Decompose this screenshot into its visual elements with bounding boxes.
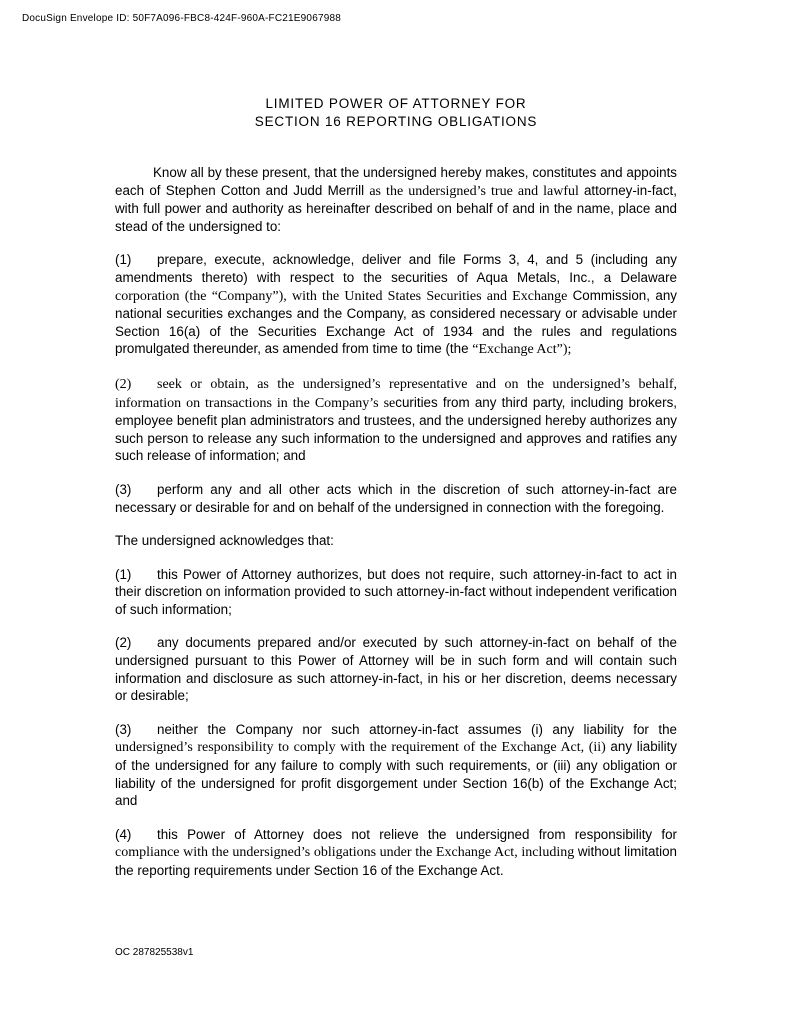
text-run: Commission, any national securities exchanges and the Company, as considered necessary or advisable under Section 16(a) of the Securities Exchange Act of 1934 and the rules and regulations promulgated thereunder, as amended from time to time (the — [115, 287, 677, 357]
text-run-serif: corporation (the “Company”), with the United States Securities and Exchange — [115, 288, 573, 304]
text-run-serif: compliance with the undersigned’s obligations under the Exchange Act, including — [115, 845, 578, 861]
document-content — [115, 95, 677, 896]
paragraph-number: (2) — [115, 635, 132, 651]
text-run-serif: seek or obtain, as the undersigned’s representative and on the undersigned’s behalf, information on transactions in the Company’s se — [115, 376, 677, 411]
text-run: this Power of Attorney does not relieve the undersigned from responsibility for — [157, 826, 677, 842]
paragraph-number: (2) — [115, 376, 132, 392]
docusign-envelope-id: DocuSign Envelope ID: 50F7A096-FBC8-424F-960A-FC21E9067988 — [22, 13, 342, 24]
text-run: any documents prepared and/or executed by such attorney-in-fact on behalf of the undersigned pursuant to this Power of Attorney will be in such form and will contain such information and disclosure as such attorney-in-fact, in his or her discretion, deems necessary or desirable; — [115, 635, 677, 704]
text-run-serif: “Exchange Act”); — [472, 342, 572, 358]
title-line-2: SECTION 16 REPORTING OBLIGATIONS — [254, 113, 538, 129]
paragraph-number: (4) — [115, 826, 132, 842]
text-run: Know all by these present, that the undersigned hereby makes, constitutes and appoints each of Stephen Cotton and Judd Merrill — [115, 165, 677, 198]
acknowledgement-heading — [115, 532, 677, 550]
text-run-serif: as the undersigned’s true and lawful — [369, 183, 584, 199]
text-run: The undersigned acknowledges that: — [115, 533, 334, 549]
acknowledgement-item-2 — [115, 634, 677, 704]
text-run-serif: undersigned’s responsibility to comply with the requirement of the Exchange Act, (ii) — [115, 740, 611, 756]
paragraph-number: (1) — [115, 252, 132, 268]
document-body — [115, 164, 677, 880]
power-item-3 — [115, 481, 677, 516]
text-run: prepare, execute, acknowledge, deliver and file Forms 3, 4, and 5 (including any amendments thereto) with respect to the securities of Aqua Metals, Inc., a Delaware — [115, 252, 677, 285]
acknowledgement-item-3 — [115, 721, 677, 810]
document-title — [115, 95, 677, 130]
intro-paragraph — [115, 164, 677, 235]
title-line-1: LIMITED POWER OF ATTORNEY FOR — [265, 96, 527, 111]
power-item-2 — [115, 375, 677, 465]
text-run: neither the Company nor such attorney-in-fact assumes (i) any liability for the — [157, 721, 677, 737]
paragraph-number: (3) — [115, 721, 132, 737]
text-run: without limitation the reporting requirements under Section 16 of the Exchange Act. — [115, 844, 677, 878]
text-run: attorney-in-fact, with full power and authority as hereinafter described on behalf of and in the name, place and stead of the undersigned to: — [115, 182, 677, 234]
text-run: this Power of Attorney authorizes, but does not require, such attorney-in-fact to act in their discretion on information provided to such attorney-in-fact without independent verification of such information; — [115, 566, 677, 617]
text-run: curities from any third party, including brokers, employee benefit plan administrators and trustees, and the undersigned hereby authorizes any such person to release any such information to the undersigned and approves and ratifies any such release of information; and — [115, 394, 677, 464]
acknowledgement-item-4 — [115, 826, 677, 880]
text-run: perform any and all other acts which in the discretion of such attorney-in-fact are necessary or desirable for and on behalf of the undersigned in connection with the foregoing. — [115, 481, 677, 515]
text-run: any liability of the undersigned for any failure to comply with such requirements, or (iii) any obligation or liability of the undersigned for profit disgorgement under Section 16(b) of the Exchange Act; and — [115, 739, 677, 809]
acknowledgement-item-1 — [115, 566, 677, 619]
paragraph-number: (3) — [115, 481, 132, 497]
footer-document-number: OC 287825538v1 — [115, 947, 194, 958]
power-item-1 — [115, 251, 677, 359]
paragraph-number: (1) — [115, 566, 132, 582]
